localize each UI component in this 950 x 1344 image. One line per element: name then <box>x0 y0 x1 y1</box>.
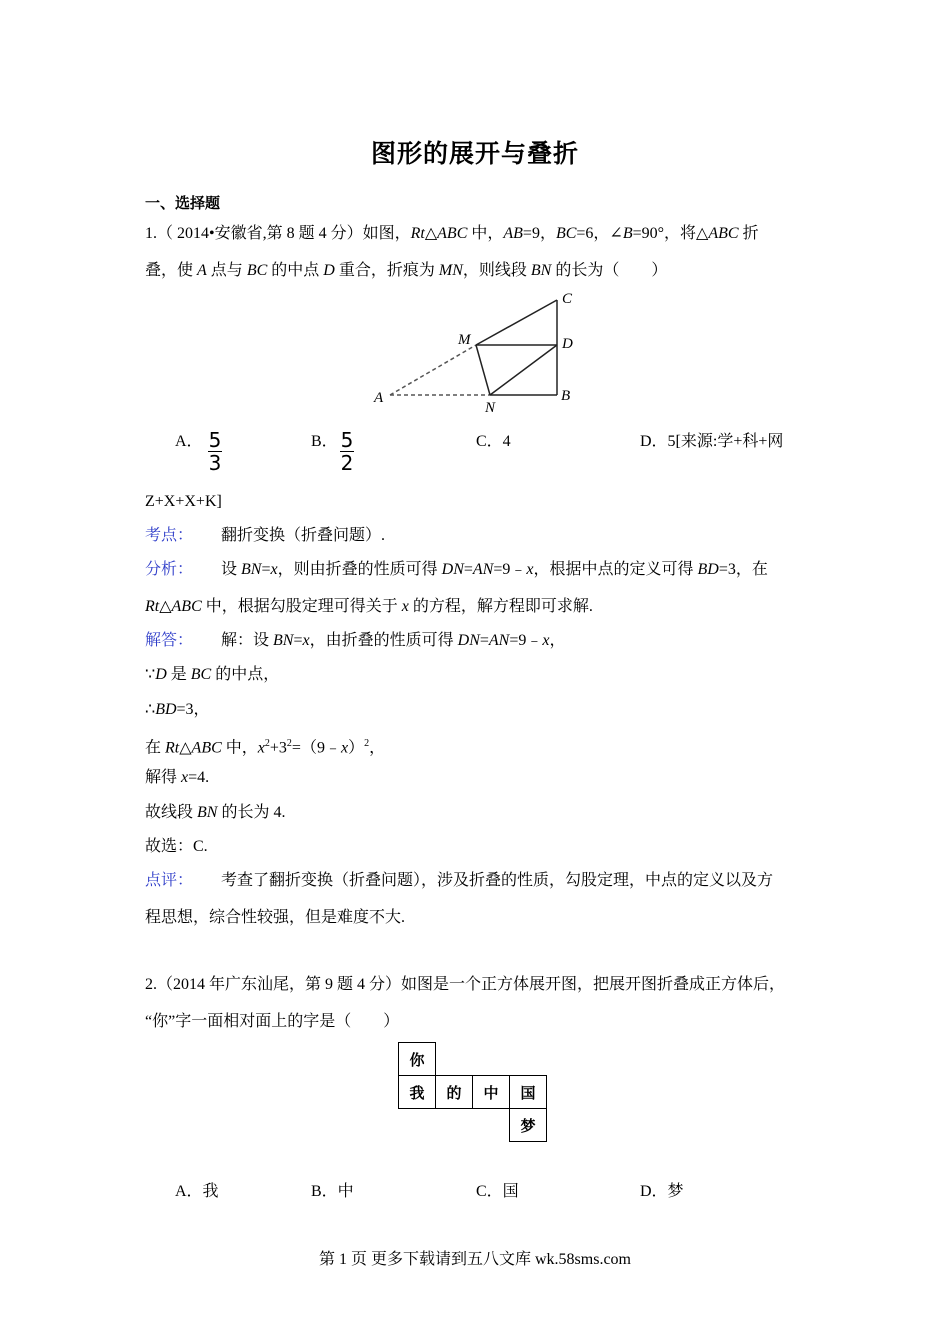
q1-option-d: D．5[来源:学+科+网 <box>640 433 784 450</box>
dashed-am <box>390 345 476 395</box>
net-cell: 我 <box>399 1076 436 1109</box>
q2-option-b: B．中 <box>311 1183 354 1200</box>
cube-net-figure <box>398 1042 547 1142</box>
label-a: A <box>374 390 384 406</box>
q1-line1: 1.（ 2014•安徽省,第 8 题 4 分）如图，Rt△ABC 中，AB=9，BC=6，∠B=90°，将△ABC 折 <box>145 225 759 242</box>
q1-fenxi-line1: 分析： 设 BN=x，则由折叠的性质可得 DN=AN=9﹣x，根据中点的定义可得 BD=3，在 <box>145 561 768 578</box>
section-heading: 一、选择题 <box>145 194 221 212</box>
page-footer: 第 1 页 更多下载请到五八文库 wk.58sms.com <box>318 1251 631 1268</box>
q1-jieda-line1: 解答： 解：设 BN=x，由折叠的性质可得 DN=AN=9﹣x， <box>145 632 566 649</box>
q2-line1: 2.（2014 年广东汕尾，第 9 题 4 分）如图是一个正方体展开图，把展开图折叠成正方体后， <box>145 976 786 993</box>
q1-step1: ∵D 是 BC 的中点， <box>145 666 280 683</box>
q1-step6: 故选：C. <box>145 838 208 855</box>
q1-option-b: B． <box>311 433 338 450</box>
q1-option-a: A． <box>175 433 203 450</box>
q1-dianping-line1: 点评： 考查了翻折变换（折叠问题），涉及折叠的性质，勾股定理，中点的定义以及方 <box>145 872 774 889</box>
q1-option-b-fraction: 5 2 <box>340 428 354 475</box>
label-d: D <box>562 336 573 352</box>
q2-option-d: D．梦 <box>640 1183 684 1200</box>
q1-fenxi-line2: Rt△ABC 中，根据勾股定理可得关于 x 的方程，解方程即可求解. <box>145 598 593 615</box>
q1-line2: 叠，使 A 点与 BC 的中点 D 重合，折痕为 MN，则线段 BN 的长为（ ） <box>145 262 668 279</box>
label-b: B <box>561 388 571 404</box>
q2-option-a: A．我 <box>175 1183 219 1200</box>
q1-dianping-line2: 程思想，综合性较强，但是难度不大. <box>145 909 406 926</box>
q1-kaodian: 考点： 翻折变换（折叠问题）. <box>145 527 386 544</box>
label-m: M <box>458 332 471 348</box>
segment-nd <box>490 345 557 395</box>
q2-line2: “你”字一面相对面上的字是（ ） <box>145 1013 400 1030</box>
q1-step3: 在 Rt△ABC 中，$x^2+3^2=(9﹣x)^2$， <box>145 738 386 757</box>
q1-option-c: C．4 <box>476 433 511 450</box>
q1-source-cont: Z+X+X+K] <box>145 493 222 510</box>
q1-option-a-fraction: 5 3 <box>208 428 222 475</box>
label-c: C <box>562 291 573 307</box>
q2-option-c: C．国 <box>476 1183 519 1200</box>
segment-mn <box>476 345 490 395</box>
page-title: 图形的展开与叠折 <box>370 139 579 168</box>
net-cell: 的 <box>436 1076 473 1109</box>
triangle-fold-figure <box>368 288 583 416</box>
net-cell: 中 <box>473 1076 510 1109</box>
q1-step4: 解得 x=4. <box>145 769 210 786</box>
q1-step5: 故线段 BN 的长为 4. <box>145 804 286 821</box>
label-n: N <box>485 400 496 416</box>
segment-mc <box>476 300 557 345</box>
q1-step2: ∴BD=3， <box>145 701 210 718</box>
net-cell: 国 <box>510 1076 547 1109</box>
net-cell: 你 <box>399 1043 436 1076</box>
net-cell: 梦 <box>510 1109 547 1142</box>
